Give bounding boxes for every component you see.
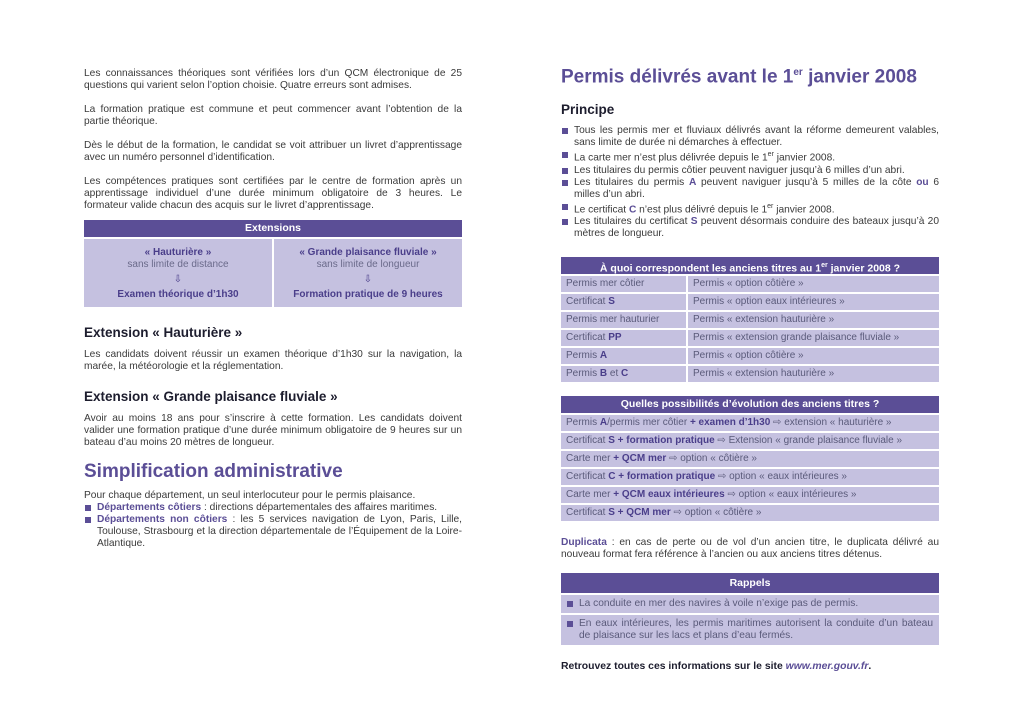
list-item: La conduite en mer des navires à voile n’exige pas de permis. <box>561 595 939 613</box>
list-item: Les titulaires du permis A peuvent naviguer jusqu’à 5 milles de la côte ou 6 milles d’un abri. <box>561 177 939 201</box>
intro-paragraph-competences: Les compétences pratiques sont certifiées par le centre de formation après un apprentissage individuel d’une durée minimum obligatoire de 3 heures. Le formateur valide chacun des acquis sur le livret d’apprentissage. <box>84 176 462 211</box>
intro-paragraph-qcm: Les connaissances théoriques sont vérifiées lors d’un QCM électronique de 25 questions qui varient selon l’option choisie. Quatre erreurs sont admises. <box>84 68 462 91</box>
table-row <box>561 415 939 431</box>
old-title-cell: Permis B et C <box>561 366 686 382</box>
list-item: Les titulaires du permis côtier peuvent naviguer jusqu’à 6 milles d’un abri. <box>561 165 939 177</box>
old-title-cell: Certificat PP <box>561 330 686 346</box>
bullet-square-icon <box>562 219 568 225</box>
left-column <box>84 68 462 550</box>
list-item: Les titulaires du certificat S peuvent désormais conduire des bateaux jusqu’à 20 mètres de longueur. <box>561 216 939 240</box>
table-row <box>561 312 939 328</box>
old-title-cell: Certificat S <box>561 294 686 310</box>
new-title-cell: Permis « option côtière » <box>688 348 939 364</box>
table-row <box>561 294 939 310</box>
evolution-cell: Certificat S + QCM mer ⇨ option « côtière » <box>561 505 939 521</box>
new-title-cell: Permis « extension hauturière » <box>688 366 939 382</box>
paragraph-hauturiere: Les candidats doivent réussir un examen théorique d’1h30 sur la navigation, la marée, la météorologie et la réglementation. <box>84 349 462 372</box>
list-item: Tous les permis mer et fluviaux délivrés avant la réforme demeurent valables, sans limite de durée ni démarches à effectuer. <box>561 125 939 149</box>
extension-requirement: Examen théorique d’1h30 <box>117 289 239 300</box>
footer-note: Retrouvez toutes ces informations sur le site www.mer.gouv.fr. <box>561 661 872 673</box>
table-row <box>561 348 939 364</box>
bullet-square-icon <box>85 505 91 511</box>
list-item: Le certificat C n’est plus délivré depuis le 1er janvier 2008. <box>561 201 939 216</box>
evolution-table-header: Quelles possibilités d’évolution des anciens titres ? <box>561 396 939 413</box>
simplification-list <box>84 502 462 550</box>
extension-title: « Hauturière » <box>144 247 212 258</box>
table-row <box>561 487 939 503</box>
arrow-down-icon: ⇩ <box>173 274 183 285</box>
evolution-cell: Carte mer + QCM mer ⇨ option « côtière » <box>561 451 939 467</box>
table-row <box>561 366 939 382</box>
table-row <box>561 505 939 521</box>
list-item: La carte mer n’est plus délivrée depuis le 1er janvier 2008. <box>561 149 939 164</box>
bullet-square-icon <box>562 168 568 174</box>
intro-paragraph-pratique: La formation pratique est commune et peut commencer avant l’obtention de la partie théorique. <box>84 104 462 127</box>
table-row <box>561 451 939 467</box>
paragraph-fluviale: Avoir au moins 18 ans pour s’inscrire à cette formation. Les candidats doivent valider une formation pratique d’une durée minimum obligatoire de 9 heures sur un bateau d’au moins 20 mètres de longueur. <box>84 413 462 448</box>
new-title-cell: Permis « option côtière » <box>688 276 939 292</box>
list-item: Départements côtiers : directions départementales des affaires maritimes. <box>84 502 462 514</box>
old-title-cell: Permis mer hauturier <box>561 312 686 328</box>
right-column <box>561 62 939 672</box>
table-row <box>561 330 939 346</box>
bullet-square-icon <box>562 204 568 210</box>
extension-requirement: Formation pratique de 9 heures <box>293 289 443 300</box>
heading-extension-hauturiere: Extension « Hauturière » <box>84 325 243 340</box>
heading-principe: Principe <box>561 102 615 118</box>
new-title-cell: Permis « option eaux intérieures » <box>688 294 939 310</box>
extension-cell-fluviale <box>274 239 462 307</box>
page-title: Permis délivrés avant le 1er janvier 2008 <box>561 66 917 88</box>
extension-subtitle: sans limite de longueur <box>316 259 420 270</box>
arrow-down-icon: ⇩ <box>363 274 373 285</box>
rappels-box <box>561 573 939 645</box>
evolution-cell: Certificat S + formation pratique ⇨ Extension « grande plaisance fluviale » <box>561 433 939 449</box>
correspondence-table-header: À quoi correspondent les anciens titres au 1er janvier 2008 ? <box>561 257 939 274</box>
evolution-cell: Certificat C + formation pratique ⇨ option « eaux intérieures » <box>561 469 939 485</box>
new-title-cell: Permis « extension hauturière » <box>688 312 939 328</box>
heading-simplification: Simplification administrative <box>84 461 343 482</box>
heading-extension-fluviale: Extension « Grande plaisance fluviale » <box>84 389 338 404</box>
old-title-cell: Permis mer côtier <box>561 276 686 292</box>
rappels-header: Rappels <box>561 573 939 593</box>
evolution-table <box>561 396 939 521</box>
paragraph-simplification: Pour chaque département, un seul interlocuteur pour le permis plaisance. <box>84 490 416 501</box>
bullet-square-icon <box>567 601 573 607</box>
rappels-list <box>561 595 939 645</box>
extension-cell-hauturiere <box>84 239 272 307</box>
extensions-table-header: Extensions <box>84 220 462 237</box>
bullet-square-icon <box>562 152 568 158</box>
new-title-cell: Permis « extension grande plaisance fluviale » <box>688 330 939 346</box>
old-title-cell: Permis A <box>561 348 686 364</box>
extension-subtitle: sans limite de distance <box>127 259 229 270</box>
evolution-cell: Carte mer + QCM eaux intérieures ⇨ option « eaux intérieures » <box>561 487 939 503</box>
extensions-table <box>84 220 462 307</box>
duplicata-paragraph: Duplicata : en cas de perte ou de vol d’un ancien titre, le duplicata délivré au nouveau format fera référence à l’ancien ou aux anciens titres détenus. <box>561 537 939 561</box>
correspondence-table <box>561 257 939 382</box>
list-item: Départements non côtiers : les 5 services navigation de Lyon, Paris, Lille, Toulouse, Strasbourg et la direction départementale de l’Équipement de la Loire-Atlantique. <box>84 514 462 550</box>
bullet-square-icon <box>562 180 568 186</box>
evolution-cell: Permis A/permis mer côtier + examen d’1h30 ⇨ extension « hauturière » <box>561 415 939 431</box>
website-link[interactable]: www.mer.gouv.fr <box>785 661 869 673</box>
table-row <box>561 469 939 485</box>
table-row <box>561 276 939 292</box>
intro-paragraph-livret: Dès le début de la formation, le candidat se voit attribuer un livret d’apprentissage avec un numéro personnel d’identification. <box>84 140 462 163</box>
extension-title: « Grande plaisance fluviale » <box>299 247 437 258</box>
bullet-square-icon <box>562 128 568 134</box>
bullet-square-icon <box>567 621 573 627</box>
list-item: En eaux intérieures, les permis maritimes autorisent la conduite d’un bateau de plaisance sur les lacs et plans d’eau fermés. <box>561 615 939 645</box>
bullet-square-icon <box>85 517 91 523</box>
principe-list <box>561 125 939 240</box>
table-row <box>561 433 939 449</box>
